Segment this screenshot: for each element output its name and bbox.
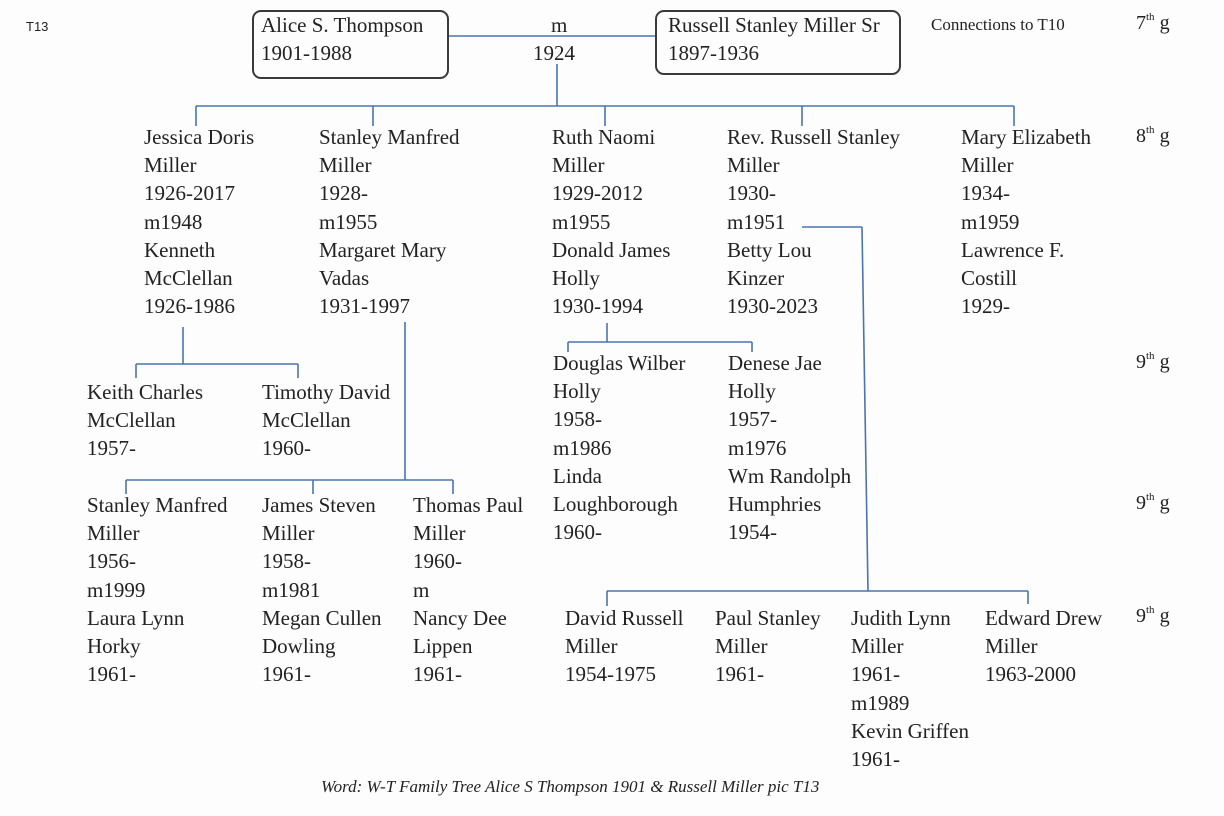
person-line: 1931-1997 — [319, 294, 410, 319]
person-line: 1961- — [413, 662, 462, 687]
person-line: 1957- — [728, 407, 777, 432]
person-line: m1955 — [319, 209, 378, 234]
person-line: 1958- — [553, 407, 602, 432]
person-line: 1960- — [553, 520, 602, 545]
husband-person — [668, 11, 898, 67]
gen-number: 8 — [1136, 125, 1146, 147]
person-line: 1961- — [715, 662, 764, 687]
person-line: Holly — [553, 379, 601, 404]
person-timothy-david — [262, 378, 390, 463]
person-line: Douglas Wilber — [553, 351, 686, 375]
person-line: 1930-1994 — [552, 294, 643, 319]
person-line: David Russell — [565, 606, 684, 630]
person-stanley-manfred-jr — [87, 491, 228, 688]
person-line: Nancy Dee — [413, 605, 507, 630]
person-line: Miller — [144, 153, 197, 178]
person-line: m1959 — [961, 209, 1020, 234]
person-line: m1989 — [851, 690, 910, 715]
person-line: Lippen — [413, 633, 473, 658]
person-mary-elizabeth — [961, 123, 1091, 320]
person-line: Holly — [728, 379, 776, 404]
person-line: Miller — [413, 521, 466, 546]
person-line: 1960- — [262, 436, 311, 461]
wife-person — [261, 11, 423, 67]
person-david-russell — [565, 604, 683, 689]
generation-9-label — [1136, 492, 1170, 515]
wife-years: 1901-1988 — [261, 41, 352, 66]
person-line: McClellan — [87, 408, 176, 433]
person-line: Kenneth — [144, 237, 216, 262]
person-jessica-doris — [144, 123, 254, 320]
person-line: Miller — [727, 153, 780, 178]
gen-number: 7 — [1136, 12, 1146, 34]
person-line: 1958- — [262, 549, 311, 574]
person-line: Loughborough — [553, 491, 678, 516]
person-line: 1963-2000 — [985, 662, 1076, 687]
person-line: Miller — [715, 634, 768, 659]
person-line: 1929-2012 — [552, 181, 643, 206]
person-judith-lynn — [851, 604, 969, 773]
marriage-year: 1924 — [533, 41, 575, 65]
person-line: 1928- — [319, 181, 368, 206]
gen-suffix: th — [1146, 491, 1155, 503]
person-line: 1926-2017 — [144, 181, 235, 206]
person-line: 1961- — [851, 662, 900, 687]
person-line: Miller — [851, 634, 904, 659]
person-line: 1956- — [87, 549, 136, 574]
person-line: m1955 — [552, 209, 611, 234]
person-line: Stanley Manfred — [87, 493, 228, 517]
person-line: Laura Lynn — [87, 605, 185, 630]
person-line: 1930- — [727, 181, 776, 206]
person-line: Timothy David — [262, 380, 391, 404]
person-line: 1961- — [87, 662, 136, 687]
person-line: Edward Drew — [985, 606, 1103, 630]
gen-number: 9 — [1136, 351, 1146, 373]
person-line: 1957- — [87, 436, 136, 461]
person-line: 1934- — [961, 181, 1010, 206]
gen-number: 9 — [1136, 492, 1146, 514]
person-paul-stanley — [715, 604, 821, 689]
person-line: m — [413, 577, 430, 602]
person-line: Jessica Doris — [144, 125, 255, 149]
person-line: Keith Charles — [87, 380, 204, 404]
generation-8-label — [1136, 125, 1170, 148]
person-line: Miller — [87, 521, 140, 546]
person-line: Kevin Griffen — [851, 718, 969, 743]
person-line: m1951 — [727, 209, 786, 234]
person-line: Denese Jae — [728, 351, 822, 375]
person-line: McClellan — [144, 265, 233, 290]
person-line: Miller — [552, 153, 605, 178]
person-line: Kinzer — [727, 265, 785, 290]
page-code: T13 — [26, 19, 49, 34]
person-ruth-naomi — [552, 123, 670, 320]
person-line: James Steven — [262, 493, 376, 517]
gen-letter: g — [1159, 12, 1170, 34]
person-line: Lawrence F. — [961, 237, 1065, 262]
person-russell-stanley-jr — [727, 123, 900, 320]
person-line: Mary Elizabeth — [961, 125, 1092, 149]
caption: Word: W-T Family Tree Alice S Thompson 1901 & Russell Miller pic T13 — [321, 777, 820, 796]
person-line: Costill — [961, 265, 1018, 290]
person-line: Rev. Russell Stanley — [727, 125, 901, 149]
person-keith-charles — [87, 378, 203, 463]
husband-name: Russell Stanley Miller Sr — [668, 13, 880, 37]
wife-name: Alice S. Thompson — [261, 13, 424, 37]
person-line: Miller — [985, 634, 1038, 659]
person-line: Thomas Paul — [413, 493, 524, 517]
person-line: Judith Lynn — [851, 606, 951, 630]
person-line: Margaret Mary — [319, 237, 447, 262]
gen-suffix: th — [1146, 604, 1155, 616]
generation-9-label — [1136, 351, 1170, 374]
person-line: 1961- — [262, 662, 311, 687]
person-line: 1960- — [413, 549, 462, 574]
person-thomas-paul — [413, 491, 523, 688]
person-line: m1986 — [553, 435, 612, 460]
person-edward-drew — [985, 604, 1102, 689]
person-stanley-manfred — [319, 123, 460, 320]
person-line: 1926-1986 — [144, 294, 235, 319]
person-line: McClellan — [262, 408, 351, 433]
gen-letter: g — [1159, 125, 1170, 147]
generation-7-label — [1136, 12, 1170, 35]
gen-suffix: th — [1146, 124, 1155, 136]
person-line: Ruth Naomi — [552, 125, 656, 149]
person-line: m1976 — [728, 435, 787, 460]
person-line: m1999 — [87, 577, 146, 602]
person-james-steven — [262, 491, 382, 688]
person-line: Miller — [262, 521, 315, 546]
person-line: Humphries — [728, 491, 822, 516]
person-line: Betty Lou — [727, 237, 812, 262]
marriage-label: m — [551, 13, 568, 37]
person-line: Miller — [319, 153, 372, 178]
generation-9-label — [1136, 605, 1170, 628]
person-line: 1930-2023 — [727, 294, 818, 319]
person-line: 1954-1975 — [565, 662, 656, 687]
person-douglas-wilber — [553, 349, 685, 546]
gen-letter: g — [1159, 351, 1170, 373]
gen-suffix: th — [1146, 350, 1155, 362]
person-line: m1948 — [144, 209, 203, 234]
person-line: Miller — [961, 153, 1014, 178]
person-line: Horky — [87, 633, 141, 658]
person-line: 1961- — [851, 746, 900, 771]
person-line: Miller — [565, 634, 618, 659]
gen-suffix: th — [1146, 11, 1155, 23]
gen-letter: g — [1159, 605, 1170, 627]
person-line: Vadas — [319, 265, 370, 290]
person-line: Donald James — [552, 237, 671, 262]
gen-number: 9 — [1136, 605, 1146, 627]
person-line: Wm Randolph — [728, 463, 852, 488]
person-line: Paul Stanley — [715, 606, 821, 630]
person-line: Linda — [553, 463, 602, 488]
person-line: Dowling — [262, 633, 336, 658]
person-denese-jae — [728, 349, 851, 546]
husband-years: 1897-1936 — [668, 41, 759, 66]
person-line: 1954- — [728, 520, 777, 545]
person-line: 1929- — [961, 294, 1010, 319]
gen-letter: g — [1159, 492, 1170, 514]
person-line: m1981 — [262, 577, 321, 602]
person-line: Megan Cullen — [262, 605, 382, 630]
person-line: Holly — [552, 265, 600, 290]
person-line: Stanley Manfred — [319, 125, 460, 149]
connections-label: Connections to T10 — [931, 15, 1065, 34]
